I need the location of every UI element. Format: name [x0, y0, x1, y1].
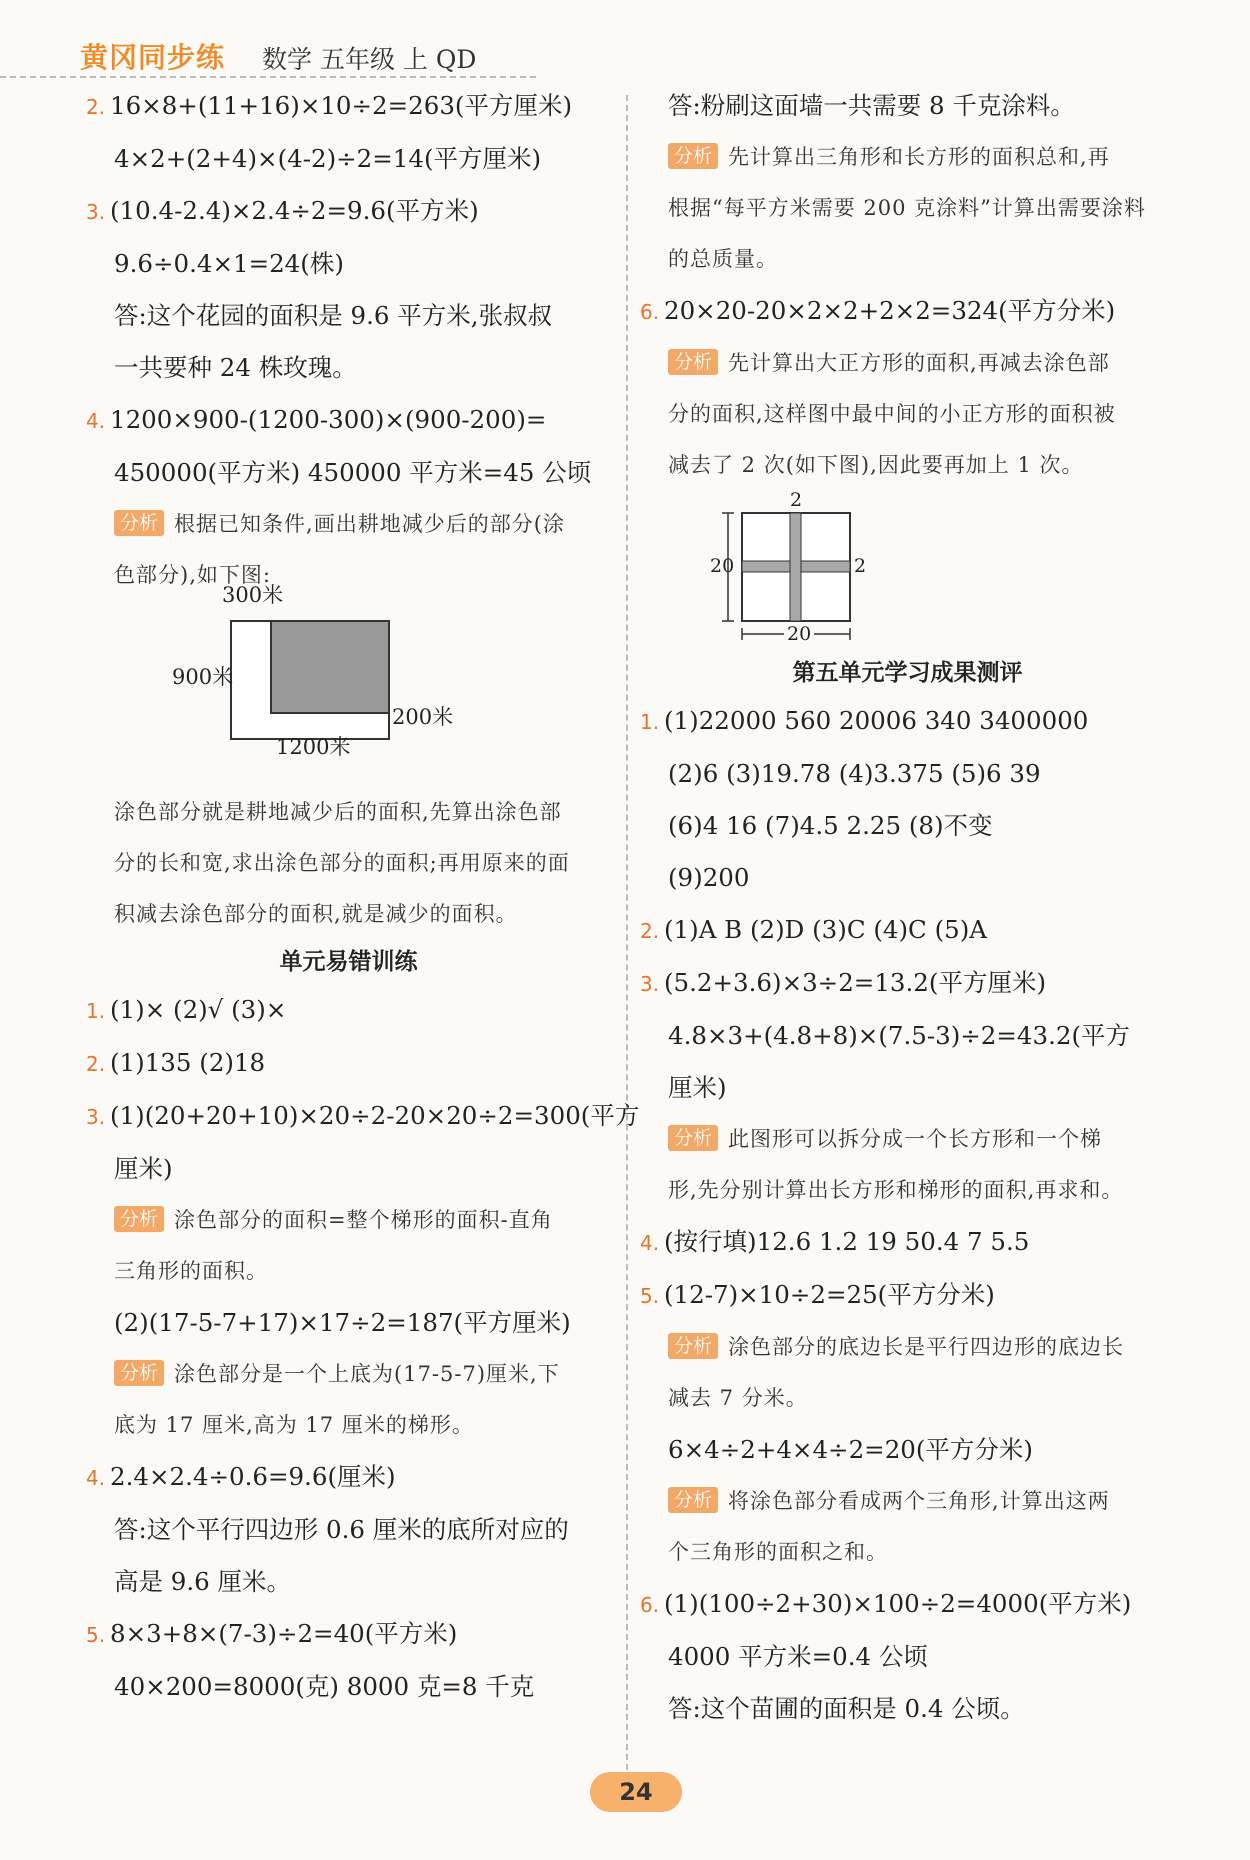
- analysis-badge: 分析: [114, 510, 164, 536]
- answer-line: 3. (10.4-2.4)×2.4÷2=9.6(平方米): [86, 196, 479, 225]
- answer-line: (2)6 (3)19.78 (4)3.375 (5)6 39: [668, 759, 1041, 788]
- analysis-block: 分析 涂色部分是一个上底为(17-5-7)厘米,下 底为 17 厘米,高为 17 厘米的梯形。: [114, 1362, 560, 1437]
- analysis-block: 分析 涂色部分的面积=整个梯形的面积-直角 三角形的面积。: [114, 1208, 553, 1283]
- answer-line: 4.8×3+(4.8+8)×(7.5-3)÷2=43.2(平方: [668, 1021, 1131, 1050]
- analysis-block: 分析 先计算出大正方形的面积,再减去涂色部 分的面积,这样图中最中间的小正方形的面积被 减去了 2 次(如下图),因此要再加上 1 次。: [668, 351, 1116, 477]
- label-bottom-20: 20: [784, 623, 814, 645]
- answer-line: 40×200=8000(克) 8000 克=8 千克: [114, 1672, 535, 1701]
- analysis-badge: 分析: [114, 1206, 164, 1232]
- section-title: 单元易错训练: [279, 949, 418, 975]
- analysis-block: 分析 根据已知条件,画出耕地减少后的部分(涂 色部分),如下图:: [114, 512, 565, 587]
- answer-line: (6)4 16 (7)4.5 2.25 (8)不变: [668, 811, 993, 840]
- answer-line: (2)(17-5-7+17)×17÷2=187(平方厘米): [114, 1308, 571, 1337]
- answer-line: 6. 20×20-20×2×2+2×2=324(平方分米): [640, 296, 1116, 325]
- answer-line: 9.6÷0.4×1=24(株): [114, 249, 344, 278]
- page-number: 24: [590, 1772, 682, 1812]
- cross-figure: [640, 491, 1175, 651]
- answer-line: 4. 2.4×2.4÷0.6=9.6(厘米): [86, 1462, 396, 1491]
- left-column: [86, 80, 640, 1713]
- answer-line: 4. (按行填)12.6 1.2 19 50.4 7 5.5: [640, 1227, 1030, 1256]
- page-header: [0, 0, 1250, 80]
- book-title: 数学 五年级 上 QD: [262, 45, 477, 74]
- answer-line: 6×4÷2+4×4÷2=20(平方分米): [668, 1435, 1033, 1464]
- answer-line: 3. (5.2+3.6)×3÷2=13.2(平方厘米): [640, 968, 1046, 997]
- label-top-2: 2: [790, 489, 803, 511]
- label-left-20: 20: [710, 555, 735, 577]
- answer-line: 答:这个平行四边形 0.6 厘米的底所对应的: [114, 1515, 569, 1544]
- analysis-block: 分析 涂色部分的底边长是平行四边形的底边长 减去 7 分米。: [668, 1335, 1125, 1410]
- answer-line: 4. 1200×900-(1200-300)×(900-200)=: [86, 405, 547, 434]
- answer-line: 450000(平方米) 450000 平方米=45 公顷: [114, 458, 592, 487]
- answer-line: 厘米): [114, 1154, 173, 1183]
- section-title: 第五单元学习成果测评: [792, 660, 1023, 686]
- answer-line: 2. 16×8+(11+16)×10÷2=263(平方厘米): [86, 91, 573, 120]
- answer-line: 4×2+(2+4)×(4-2)÷2=14(平方厘米): [114, 144, 542, 173]
- answer-line: 1. (1)22000 560 20006 340 3400000: [640, 706, 1089, 735]
- answer-line: 2. (1)135 (2)18: [86, 1048, 266, 1077]
- analysis-badge: 分析: [668, 1333, 718, 1359]
- analysis-badge: 分析: [114, 1360, 164, 1386]
- answer-line: 答:这个花园的面积是 9.6 平方米,张叔叔: [114, 301, 553, 330]
- analysis-badge: 分析: [668, 1487, 718, 1513]
- label-right-2: 2: [854, 555, 867, 577]
- farmland-figure: [86, 583, 611, 821]
- label-1200: 1200米: [276, 735, 351, 759]
- label-200: 200米: [392, 705, 454, 729]
- farmland-diagram: [86, 601, 611, 821]
- analysis-block: 分析 此图形可以拆分成一个长方形和一个梯 形,先分别计算出长方形和梯形的面积,再求和。: [668, 1127, 1124, 1202]
- answer-line: 3. (1)(20+20+10)×20÷2-20×20÷2=300(平方: [86, 1101, 640, 1130]
- answer-line: 1. (1)× (2)√ (3)×: [86, 995, 287, 1024]
- answer-line: 6. (1)(100÷2+30)×100÷2=4000(平方米): [640, 1589, 1132, 1618]
- answer-line: (9)200: [668, 863, 750, 892]
- brand-logo: 黄冈同步练: [80, 41, 226, 74]
- analysis-block: 分析 先计算出三角形和长方形的面积总和,再 根据“每平方米需要 200 克涂料”计算出需要涂料 的总质量。: [668, 145, 1146, 271]
- analysis-block: 分析 将涂色部分看成两个三角形,计算出这两 个三角形的面积之和。: [668, 1489, 1110, 1564]
- answer-line: 5. (12-7)×10÷2=25(平方分米): [640, 1280, 995, 1309]
- analysis-badge: 分析: [668, 1125, 718, 1151]
- right-column: [640, 80, 1175, 1735]
- label-900: 900米: [172, 665, 234, 689]
- answer-line: 5. 8×3+8×(7-3)÷2=40(平方米): [86, 1619, 458, 1648]
- answer-line: 厘米): [668, 1073, 727, 1102]
- answer-line: 2. (1)A B (2)D (3)C (4)C (5)A: [640, 915, 987, 944]
- column-divider: [626, 95, 628, 1770]
- analysis-badge: 分析: [668, 143, 718, 169]
- answer-line: 4000 平方米=0.4 公顷: [668, 1642, 928, 1671]
- answer-line: 答:粉刷这面墙一共需要 8 千克涂料。: [668, 91, 1075, 120]
- answer-line: 高是 9.6 厘米。: [114, 1567, 292, 1596]
- answer-line: 答:这个苗圃的面积是 0.4 公顷。: [668, 1694, 1025, 1723]
- analysis-text: 涂色部分就是耕地减少后的面积,先算出涂色部 分的长和宽,求出涂色部分的面积;再用原来的面 积减去涂色部分的面积,就是减少的面积。: [114, 800, 570, 926]
- analysis-badge: 分析: [668, 349, 718, 375]
- label-300: 300米: [222, 583, 284, 607]
- header-rule: [0, 76, 540, 78]
- answer-line: 一共要种 24 株玫瑰。: [114, 353, 357, 382]
